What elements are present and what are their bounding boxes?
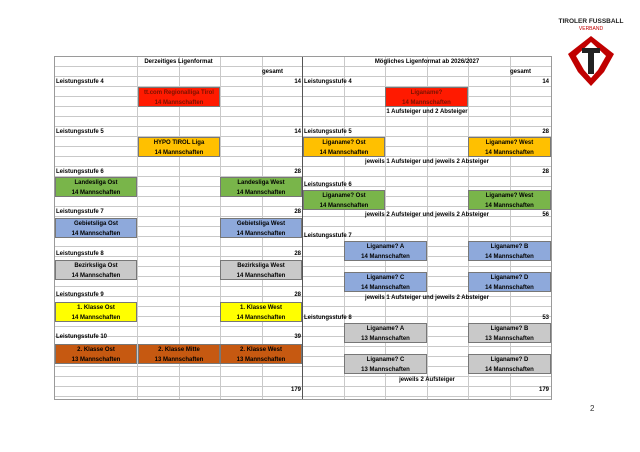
league-2-klasse-mitte	[138, 344, 220, 364]
league-teams: 14 Mannschaften	[485, 203, 534, 209]
note-level-7: jeweils 1 Aufsteiger und jeweils 2 Absteiger	[365, 295, 489, 301]
league-teams: 14 Mannschaften	[361, 254, 410, 260]
right-level-4: Leistungsstufe 4	[304, 79, 352, 85]
league-new-level-7-a	[344, 241, 427, 261]
league-name: 2. Klasse Ost	[77, 347, 115, 353]
league-name: Liganame? B	[490, 244, 529, 250]
left-total-6: 28	[294, 169, 301, 175]
right-total-7: 56	[542, 212, 549, 218]
league-name: Gebietsliga West	[236, 221, 286, 227]
league-name: 1. Klasse Ost	[77, 305, 115, 311]
left-total-5: 14	[294, 129, 301, 135]
league-bezirksliga-ost	[55, 260, 137, 280]
league-teams: 13 Mannschaften	[361, 336, 410, 342]
league-gebietsliga-ost	[55, 218, 137, 238]
page-number: 2	[590, 404, 595, 413]
left-level-10: Leistungsstufe 10	[56, 334, 108, 340]
left-total-10: 39	[294, 334, 301, 340]
league-new-level-8-c	[344, 354, 427, 374]
league-name: Bezirksliga Ost	[74, 263, 118, 269]
league-teams: 14 Mannschaften	[236, 231, 286, 237]
league-name: Landesliga Ost	[74, 180, 118, 186]
league-name: Liganame? Ost	[322, 193, 366, 199]
league-new-level-6-ost	[303, 190, 385, 210]
league-name: tt.com Regionalliga Tirol	[144, 90, 214, 96]
league-teams: 13 Mannschaften	[71, 357, 121, 363]
league-landesliga-ost	[55, 177, 137, 197]
league-name: Bezirksliga West	[237, 263, 285, 269]
note-level-6: jeweils 2 Aufsteiger und jeweils 2 Absteiger	[365, 212, 489, 218]
league-name: Liganame? West	[485, 140, 534, 146]
right-level-6: Leistungsstufe 6	[304, 182, 352, 188]
tfv-emblem-icon	[558, 32, 624, 88]
league-1-klasse-west	[220, 302, 302, 322]
left-level-4: Leistungsstufe 4	[56, 79, 104, 85]
league-teams: 14 Mannschaften	[236, 273, 286, 279]
league-new-level-7-b	[468, 241, 551, 261]
logo-line2: VERBAND	[578, 26, 604, 32]
league-name: 2. Klasse West	[240, 347, 282, 353]
league-teams: 14 Mannschaften	[71, 231, 121, 237]
note-level-5: jeweils 1 Aufsteiger und jeweils 2 Absteiger	[365, 159, 489, 165]
league-new-level-6-west	[468, 190, 551, 210]
league-name: Liganame? C	[366, 275, 405, 281]
league-tirol-liga	[138, 137, 220, 157]
left-level-8: Leistungsstufe 8	[56, 251, 104, 257]
league-name: Liganame? A	[366, 244, 405, 250]
league-teams: 14 Mannschaften	[154, 100, 204, 106]
league-teams: 14 Mannschaften	[402, 100, 451, 106]
right-total-header: gesamt	[510, 69, 532, 75]
league-gebietsliga-west	[220, 218, 302, 238]
league-1-klasse-ost	[55, 302, 137, 322]
league-teams: 14 Mannschaften	[319, 150, 369, 156]
league-teams: 14 Mannschaften	[319, 203, 369, 209]
league-new-level-5-west	[468, 137, 551, 157]
league-teams: 14 Mannschaften	[71, 273, 121, 279]
league-name: Liganame? A	[366, 326, 405, 332]
right-total-4: 14	[542, 79, 549, 85]
right-total-8: 53	[542, 315, 549, 321]
tfv-logo	[558, 18, 624, 88]
left-level-9: Leistungsstufe 9	[56, 292, 104, 298]
league-new-level-4	[385, 87, 468, 107]
league-teams: 14 Mannschaften	[485, 367, 534, 373]
league-name: Liganame? B	[490, 326, 529, 332]
league-new-level-8-a	[344, 323, 427, 343]
right-level-5: Leistungsstufe 5	[304, 129, 352, 135]
left-total-9: 28	[294, 292, 301, 298]
league-new-level-7-d	[468, 272, 551, 292]
league-name: 2. Klasse Mitte	[158, 347, 200, 353]
league-teams: 13 Mannschaften	[154, 357, 204, 363]
league-teams: 14 Mannschaften	[485, 254, 534, 260]
league-name: Liganame? C	[366, 357, 405, 363]
right-level-8: Leistungsstufe 8	[304, 315, 352, 321]
league-name: Liganame? West	[485, 193, 534, 199]
league-landesliga-west	[220, 177, 302, 197]
left-level-7: Leistungsstufe 7	[56, 209, 104, 215]
right-total-6: 28	[542, 169, 549, 175]
league-teams: 14 Mannschaften	[361, 285, 410, 291]
left-total-8: 28	[294, 251, 301, 257]
right-title: Mögliches Ligenformat ab 2026/2027	[374, 59, 480, 65]
league-teams: 14 Mannschaften	[485, 150, 534, 156]
note-level-8: jeweils 2 Aufsteiger	[399, 377, 455, 383]
league-teams: 13 Mannschaften	[236, 357, 286, 363]
league-name: 1. Klasse West	[240, 305, 282, 311]
league-new-level-8-d	[468, 354, 551, 374]
league-name: Liganame? D	[490, 275, 529, 281]
league-new-level-8-b	[468, 323, 551, 343]
left-total-7: 28	[294, 209, 301, 215]
league-name: Gebietsliga Ost	[73, 221, 118, 227]
note-level-4: 1 Aufsteiger und 2 Absteiger	[386, 109, 468, 115]
left-title: Derzeitiges Ligenformat	[144, 59, 213, 65]
league-teams: 14 Mannschaften	[71, 315, 121, 321]
league-teams: 13 Mannschaften	[361, 367, 410, 373]
league-regionalliga-tirol	[138, 87, 220, 107]
right-total-5: 28	[542, 129, 549, 135]
league-name: Landesliga West	[237, 180, 285, 186]
league-bezirksliga-west	[220, 260, 302, 280]
league-teams: 14 Mannschaften	[236, 315, 286, 321]
league-2-klasse-west	[220, 344, 302, 364]
left-grand-total: 179	[290, 387, 301, 393]
league-name: HYPO TIROL Liga	[153, 140, 205, 146]
league-teams: 14 Mannschaften	[485, 285, 534, 291]
league-new-level-7-c	[344, 272, 427, 292]
logo-line1: TIROLER FUSSBALL	[558, 18, 624, 25]
left-total-4: 14	[294, 79, 301, 85]
league-2-klasse-ost	[55, 344, 137, 364]
right-level-7: Leistungsstufe 7	[304, 233, 352, 239]
league-teams: 14 Mannschaften	[236, 190, 286, 196]
left-level-6: Leistungsstufe 6	[56, 169, 104, 175]
left-total-header: gesamt	[262, 69, 284, 75]
left-level-5: Leistungsstufe 5	[56, 129, 104, 135]
right-grand-total: 179	[538, 387, 549, 393]
league-name: Liganame? Ost	[322, 140, 366, 146]
league-name: Liganame? D	[490, 357, 529, 363]
league-name: Liganame?	[410, 90, 443, 96]
league-format-sheet	[54, 56, 552, 400]
league-teams: 13 Mannschaften	[485, 336, 534, 342]
league-teams: 14 Mannschaften	[154, 150, 204, 156]
league-new-level-5-ost	[303, 137, 385, 157]
league-teams: 14 Mannschaften	[71, 190, 121, 196]
